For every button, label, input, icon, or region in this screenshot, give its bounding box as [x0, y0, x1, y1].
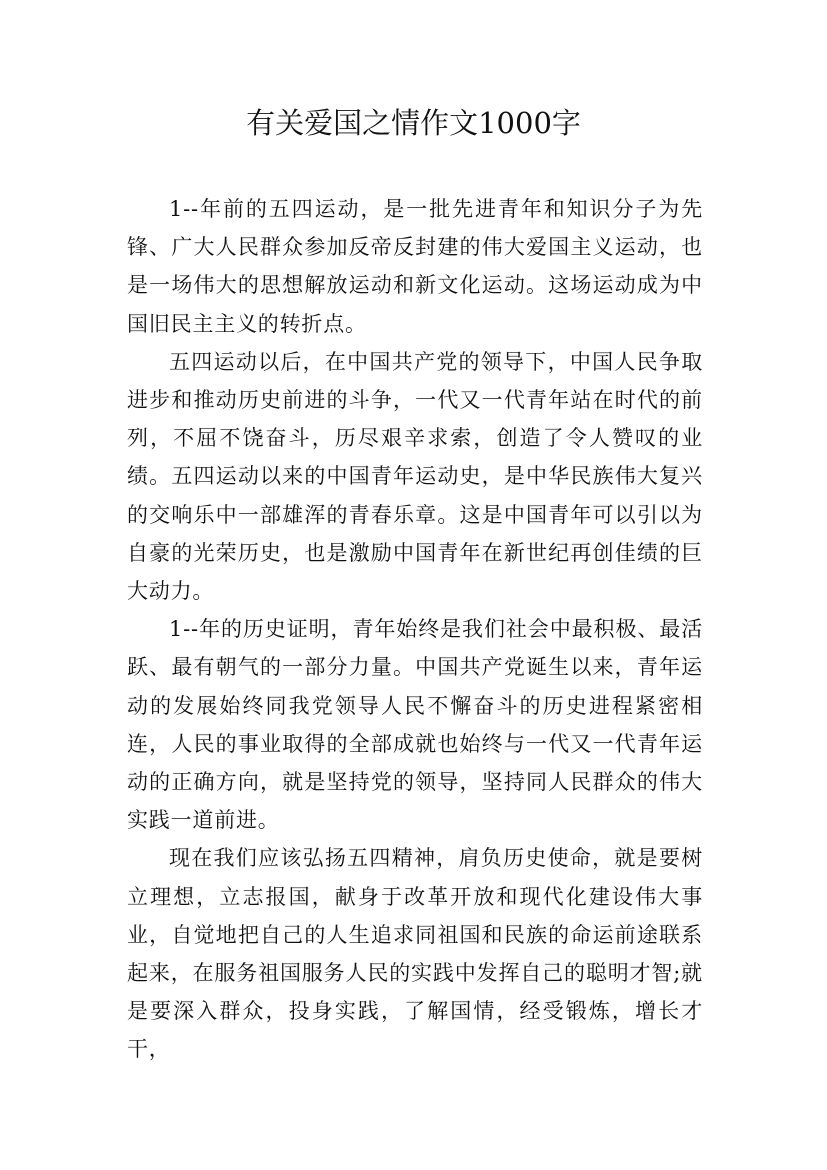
- paragraph: 现在我们应该弘扬五四精神，肩负历史使命，就是要树立理想，立志报国，献身于改革开放和现代化建设伟大事业，自觉地把自己的人生追求同祖国和民族的命运前途联系起来，在服务祖国服务人民的实践中发挥自己的聪明才智;就是要深入群众，投身实践，了解国情，经受锻炼，增长才干，: [127, 846, 703, 1062]
- document-title: 有关爱国之情作文1000字: [246, 106, 581, 140]
- paragraph: 五四运动以后，在中国共产党的领导下，中国人民争取进步和推动历史前进的斗争，一代又一代青年站在时代的前列，不屈不饶奋斗，历尽艰辛求索，创造了令人赞叹的业绩。五四运动以来的中国青年运动史，是中华民族伟大复兴的交响乐中一部雄浑的青春乐章。这是中国青年可以引以为自豪的光荣历史，也是激励中国青年在新世纪再创佳绩的巨大动力。: [127, 349, 703, 604]
- document-body: [127, 190, 703, 1069]
- paragraph: 1--年的历史证明，青年始终是我们社会中最积极、最活跃、最有朝气的一部分力量。中国共产党诞生以来，青年运动的发展始终同我党领导人民不懈奋斗的历史进程紧密相连，人民的事业取得的全部成就也始终与一代又一代青年运动的正确方向，就是坚持党的领导，坚持同人民群众的伟大实践一道前进。: [127, 617, 703, 833]
- paragraph: 1--年前的五四运动，是一批先进青年和知识分子为先锋、广大人民群众参加反帝反封建的伟大爱国主义运动，也是一场伟大的思想解放运动和新文化运动。这场运动成为中国旧民主主义的转折点。: [127, 197, 703, 336]
